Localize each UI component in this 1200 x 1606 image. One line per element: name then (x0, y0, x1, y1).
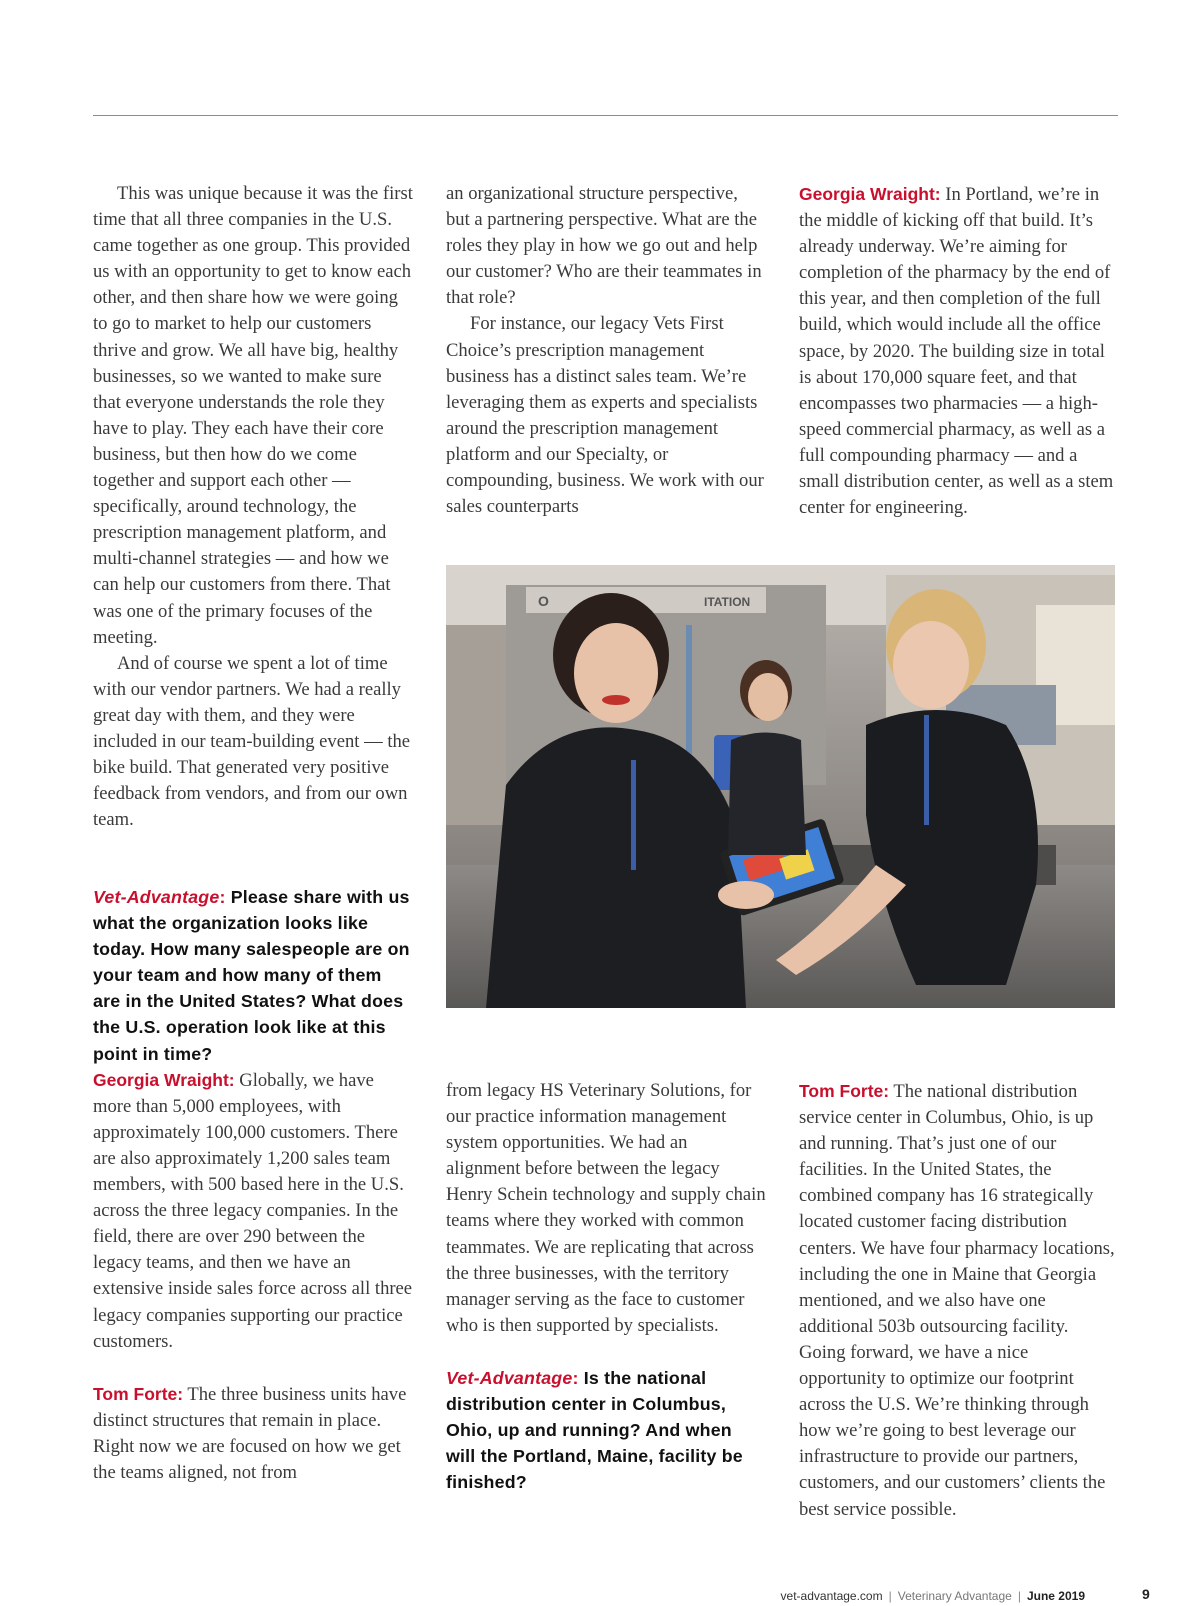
photo-illustration (446, 565, 1115, 1008)
event-photo (446, 565, 1115, 1008)
paragraph: This was unique because it was the first time that all three companies in the U.S. came together as one group. This provided us with an opportunity to get to know each other, and then share how we were going to go to market to help our customers thrive and grow. We all have big, healthy businesses, so we wanted to make sure that everyone understands the role they have to play. They each have their core business, but then how do we come together and support each other — specifically, around technology, the prescription management platform, and multi-channel strategies — and how we can help our customers from there. That was one of the primary focuses of the meeting. (93, 183, 413, 648)
question-text: Please share with us what the organization looks like today. How many salespeople are on your team and how many of them are in the United States? What does the U.S. operation look like at this point in time? (93, 887, 410, 1064)
paragraph: an organizational structure perspective, but a partnering perspective. What are the roles they play in how we go out and help our customer? Who are their teammates in that role? (446, 183, 762, 309)
article-column-1-lower (93, 884, 413, 1486)
answer-paragraph (799, 1078, 1119, 1523)
answer-text: The national distribution service center in Columbus, Ohio, is up and running. That’s just one of our facilities. In the United States, the combined company has 16 strategically located customer facing distribution centers. We have four pharmacy locations, including the one in Maine that Georgia mentioned, and we also have one additional 503b outsourcing facility. Going forward, we have a nice opportunity to optimize our footprint across the U.S. We’re thinking through how we’re going to best leverage our infrastructure to provide our partners, customers, and our customers’ clients the best service possible. (799, 1081, 1115, 1520)
answer-paragraph (93, 1067, 413, 1355)
article-column-2-lower (446, 1078, 766, 1495)
question-text: Is the national distribution center in Columbus, Ohio, up and running? And when will the Portland, Maine, facility be finished? (446, 1367, 743, 1493)
page-footer (781, 1589, 1085, 1603)
page-number: 9 (1142, 1586, 1150, 1602)
footer-separator: | (1017, 1589, 1021, 1603)
paragraph: from legacy HS Veterinary Solutions, for our practice information management system opportunities. We had an alignment before between the legacy Henry Schein technology and supply chain teams where they worked with common teammates. We are replicating that across the three businesses, with the territory manager serving as the face to customer who is then supported by specialists. (446, 1080, 766, 1336)
interview-question (93, 884, 413, 1067)
answer-paragraph (93, 1381, 413, 1486)
footer-separator: | (888, 1589, 892, 1603)
paragraph: And of course we spent a lot of time with our vendor partners. We had a really great day with them, and they were included in our team-building event — the bike build. That generated very positive feedback from vendors, and from our own team. (93, 652, 411, 831)
article-column-3-lower (799, 1078, 1119, 1523)
article-column-2 (446, 181, 766, 520)
interview-question (446, 1365, 766, 1495)
answer-text: The three business units have distinct structures that remain in place. Right now we are focused on how we get the teams aligned, not from (93, 1383, 407, 1483)
speaker-name: Tom Forte: (93, 1383, 184, 1404)
speaker-name: Georgia Wraight: (93, 1069, 235, 1090)
speaker-name: Tom Forte: (799, 1081, 890, 1101)
sign-fragment-right: ITATION (704, 595, 751, 609)
article-column-1 (93, 181, 413, 833)
footer-date: June 2019 (1026, 1589, 1085, 1603)
answer-text: In Portland, we’re in the middle of kicking off that build. It’s already underway. We’re aiming for completion of the pharmacy by the end of this year, and then completion of the full build, which would include all the office space, by 2020. The building size in total is about 170,000 square feet, and that encompasses two pharmacies — a high-speed commercial pharmacy, as well as a full compounding pharmacy — and a small distribution center, as well as a stem center for engineering. (799, 184, 1114, 519)
paragraph: For instance, our legacy Vets First Choice’s prescription management business has a distinct sales team. We’re leveraging them as experts and specialists around the prescription management platform and our Specialty, or compounding, business. We work with our sales counterparts (446, 313, 764, 518)
interviewer-colon: : (219, 887, 226, 907)
interviewer-colon: : (572, 1367, 579, 1388)
answer-text: Globally, we have more than 5,000 employees, with approximately 100,000 customers. There are also approximately 1,200 sales team members, with 500 based here in the U.S. across the three legacy companies. In the field, there are over 290 between the legacy teams, and then we have an extensive inside sales force across all three legacy companies supporting our practice customers. (93, 1069, 413, 1352)
interviewer-name: Vet-Advantage (93, 887, 220, 907)
footer-magazine: Veterinary Advantage (897, 1589, 1012, 1603)
top-rule (93, 115, 1118, 116)
speaker-name: Georgia Wraight: (799, 184, 941, 204)
footer-site: vet-advantage.com (780, 1589, 883, 1603)
article-column-3 (799, 181, 1119, 521)
answer-paragraph (799, 181, 1119, 521)
sign-fragment-left: O (538, 593, 549, 609)
interviewer-name: Vet-Advantage (446, 1367, 573, 1388)
